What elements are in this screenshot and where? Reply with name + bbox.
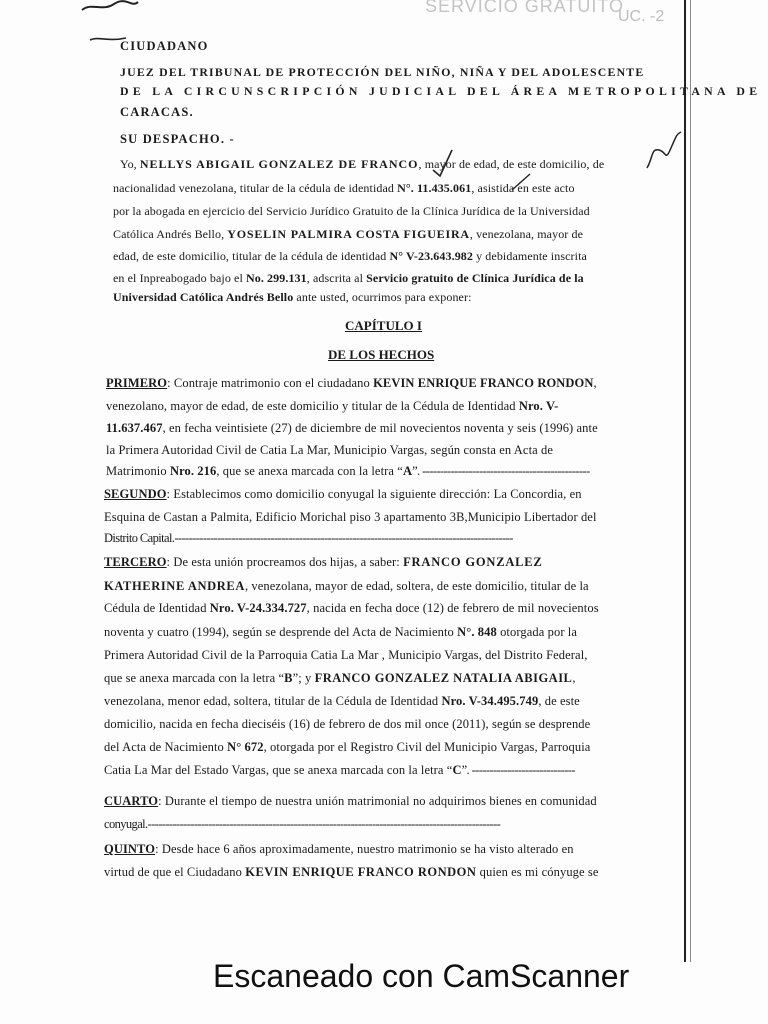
intro-line-7: Universidad Católica Andrés Bello ante usted, ocurrimos para exponer: [113,290,472,304]
intro-line-6: en el Inpreabogado bajo el No. 299.131, adscrita al Servicio gratuito de Clínica Jurídica de la [113,271,584,285]
cuarto-line-1: CUARTO: Durante el tiempo de nuestra unión matrimonial no adquirimos bienes en comunidad [104,794,597,808]
intro-line-1: Yo, NELLYS ABIGAIL GONZALEZ DE FRANCO, mayor de edad, de este domicilio, de [120,157,605,171]
tercero-line-3: Cédula de Identidad Nro. V-24.334.727, nacida en fecha doce (12) de febrero de mil novecientos [104,601,599,615]
handwritten-slash-mark [510,172,532,192]
intro-line-2: nacionalidad venezolana, titular de la cédula de identidad N°. 11.435.061, asistida en este acto [113,181,575,195]
primero-line-4: la Primera Autoridad Civil de Catia La Mar, Municipio Vargas, según consta en Acta de [106,443,554,457]
tercero-line-1: TERCERO: De esta unión procreamos dos hijas, a saber: FRANCO GONZALEZ [104,555,543,569]
addressee-line-1: CIUDADANO [120,39,209,53]
handwritten-check-mark [430,148,454,178]
tercero-line-7: venezolana, menor edad, soltera, titular de la Cédula de Identidad Nro. V-34.495.749, de este [104,694,580,708]
addressee-line-3: DE LA CIRCUNSCRIPCIÓN JUDICIAL DEL ÁREA METROPOLITANA DE [120,84,762,98]
margin-line [684,0,686,962]
primero-line-2: venezolano, mayor de edad, de este domicilio y titular de la Cédula de Identidad Nro. V- [106,399,559,413]
stamp-mark: UC. -2 [618,8,665,25]
addressee-line-2: JUEZ DEL TRIBUNAL DE PROTECCIÓN DEL NIÑO, NIÑA Y DEL ADOLESCENTE [120,65,645,79]
segundo-line-1: SEGUNDO: Establecimos como domicilio conyugal la siguiente dirección: La Concordia, en [104,487,582,501]
handwritten-scribble-top [80,0,140,14]
primero-line-1: PRIMERO: Contraje matrimonio con el ciudadano KEVIN ENRIQUE FRANCO RONDON, [106,376,597,390]
primero-line-5: Matrimonio Nro. 216, que se anexa marcada con la letra “A”. ----------------------------------------------- [106,464,590,478]
camscanner-watermark: Escaneado con CamScanner [213,958,630,994]
intro-line-5: edad, de este domicilio, titular de la cédula de identidad N° V-23.643.982 y debidamente inscrita [113,249,587,263]
primero-line-3: 11.637.467, en fecha veintisiete (27) de diciembre de mil novecientos noventa y seis (1996) ante [106,421,598,435]
tercero-line-5: Primera Autoridad Civil de la Parroquia Catia La Mar , Municipio Vargas, del Distrito Federal, [104,648,588,662]
addressee-line-5: SU DESPACHO. - [120,132,235,146]
tercero-line-8: domicilio, nacida en fecha dieciséis (16) de febrero de dos mil once (2011), según se desprende [104,717,591,731]
tercero-line-4: noventa y cuatro (1994), según se desprende del Acta de Nacimiento N°. 848 otorgada por la [104,625,578,639]
handwritten-initials [643,128,683,172]
tercero-line-2: KATHERINE ANDREA, venezolana, mayor de edad, soltera, de este domicilio, titular de la [104,579,589,593]
tercero-line-6: que se anexa marcada con la letra “B”; y FRANCO GONZALEZ NATALIA ABIGAIL, [104,671,576,685]
tercero-line-10: Catia La Mar del Estado Vargas, que se anexa marcada con la letra “C”. ----------------------------- [104,763,575,777]
quinto-line-2: virtud de que el Ciudadano KEVIN ENRIQUE FRANCO RONDON quien es mi cónyuge se [104,865,599,879]
margin-line-inner [690,0,691,962]
cuarto-line-2: conyugal.--------------------------------------------------------------------------------------------------- [104,817,501,831]
quinto-line-1: QUINTO: Desde hace 6 años aproximadamente, nuestro matrimonio se ha visto alterado en [104,842,574,856]
segundo-line-2: Esquina de Castan a Palmita, Edificio Morichal piso 3 apartamento 3B,Municipio Libertador del [104,510,597,524]
intro-line-3: por la abogada en ejercicio del Servicio Jurídico Gratuito de la Clínica Jurídica de la Universidad [113,204,590,218]
chapter-subtitle: DE LOS HECHOS [328,347,435,362]
addressee-line-4: CARACAS. [120,105,194,119]
chapter-title: CAPÍTULO I [345,318,422,333]
tercero-line-9: del Acta de Nacimiento N° 672, otorgada por el Registro Civil del Municipio Vargas, Parroquia [104,740,591,754]
segundo-line-3: Distrito Capital.----------------------------------------------------------------------------------------------- [104,531,513,545]
intro-line-4: Católica Andrés Bello, YOSELIN PALMIRA COSTA FIGUEIRA, venezolana, mayor de [113,227,584,241]
stamp-text: SERVICIO GRATUITO [425,0,625,16]
